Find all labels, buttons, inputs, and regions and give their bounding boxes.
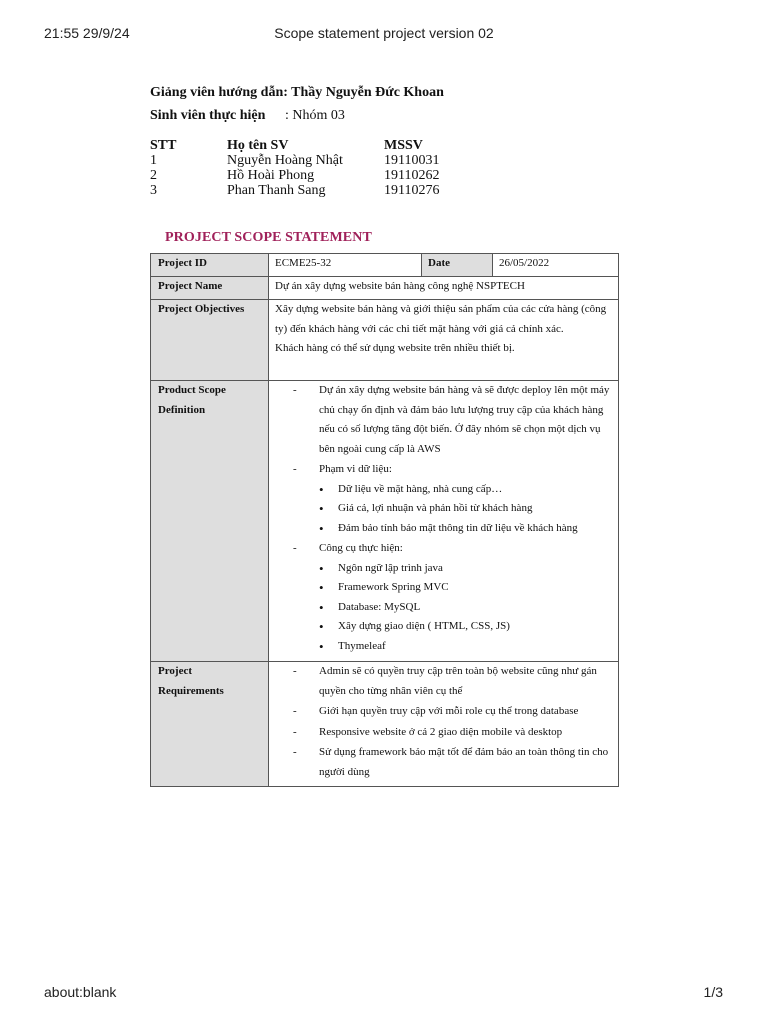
scope-title: PROJECT SCOPE STATEMENT (165, 230, 372, 245)
scope-item (293, 460, 612, 538)
tool-subitem: • Thymeleaf (319, 637, 612, 657)
student-table-header (150, 138, 439, 153)
objectives-value (269, 300, 619, 381)
student-id: 19110262 (384, 168, 440, 183)
requirement-item: - Responsive website ở cả 2 giao diện mobile và desktop (293, 723, 612, 743)
student-name: Hồ Hoài Phong (227, 168, 315, 183)
product-scope-label (151, 381, 269, 662)
tools-sublist (319, 559, 612, 657)
tool-subitem: • Database: MySQL (319, 598, 612, 618)
date-value: 26/05/2022 (493, 254, 619, 277)
date-label: Date (422, 254, 493, 277)
lecturer-line: Giảng viên hướng dẫn: Thầy Nguyễn Đức Khoan (150, 85, 444, 100)
row-requirements (151, 662, 619, 787)
scope-table (150, 253, 619, 787)
student-name: Phan Thanh Sang (227, 183, 326, 198)
student-table (150, 138, 439, 198)
product-scope-value (269, 381, 619, 662)
col-name: Họ tên SV (227, 138, 289, 153)
product-scope-label-line: Product Scope (158, 384, 226, 396)
requirement-item: - Sử dụng framework bảo mật tốt để đảm bảo an toàn thông tin cho người dùng (293, 743, 612, 782)
project-name-value: Dự án xây dựng website bán hàng công nghệ NSPTECH (269, 277, 619, 300)
tool-subitem: • Framework Spring MVC (319, 578, 612, 598)
executor-label: Sinh viên thực hiện (150, 108, 266, 123)
student-stt: 2 (150, 168, 157, 183)
executor-line (150, 108, 345, 124)
product-scope-label-line: Definition (158, 403, 206, 416)
scope-item-text: - Phạm vi dữ liệu: (319, 463, 392, 475)
student-row (150, 153, 439, 168)
student-id: 19110276 (384, 183, 440, 198)
student-name: Nguyễn Hoàng Nhật (227, 153, 343, 168)
executor-value: : Nhóm 03 (285, 108, 345, 123)
requirements-value (269, 662, 619, 787)
tool-subitem: • Ngôn ngữ lập trình java (319, 559, 612, 579)
student-row (150, 168, 439, 183)
objective-line: Xây dựng website bán hàng và giới thiệu sản phẩm của các cửa hàng (công ty) đến khách hàng với các chi tiết mặt hàng với giá cả chính xác. (275, 303, 607, 335)
row-project-id (151, 254, 619, 277)
data-sublist (319, 480, 612, 539)
data-subitem: • Dữ liệu về mặt hàng, nhà cung cấp… (319, 480, 612, 500)
student-stt: 3 (150, 183, 157, 198)
requirement-item: - Admin sẽ có quyền truy cập trên toàn bộ website cũng như gán quyền cho từng nhân viên cụ thể (293, 662, 612, 701)
requirements-label (151, 662, 269, 787)
requirements-label-line: Requirements (158, 684, 224, 697)
scope-item-text: - Dự án xây dựng website bán hàng và sẽ được deploy lên một máy chủ chạy ổn định và đảm bảo lưu lượng truy cập của khách hàng nếu có số lượng tăng đột biến. Ở đây nhóm sẽ chọn một dịch vụ bên ngoài cung cấp là AWS (319, 384, 610, 455)
scope-list (275, 381, 612, 656)
student-stt: 1 (150, 153, 157, 168)
requirements-list (275, 662, 612, 782)
objectives-label: Project Objectives (151, 300, 269, 381)
scope-item (293, 539, 612, 656)
project-id-label: Project ID (151, 254, 269, 277)
objective-line: Khách hàng có thể sử dụng website trên nhiều thiết bị. (275, 342, 515, 354)
col-stt: STT (150, 138, 177, 153)
data-subitem: • Giá cả, lợi nhuận và phản hồi từ khách hàng (319, 499, 612, 519)
scope-item-text: - Công cụ thực hiện: (319, 542, 403, 554)
print-timestamp: 21:55 29/9/24 (44, 25, 130, 41)
project-name-label: Project Name (151, 277, 269, 300)
requirement-item: - Giới hạn quyền truy cập với mỗi role cụ thể trong database (293, 702, 612, 722)
scope-item (293, 381, 612, 459)
row-product-scope (151, 381, 619, 662)
requirements-label-line: Project (158, 665, 192, 677)
student-id: 19110031 (384, 153, 440, 168)
tool-subitem: • Xây dựng giao diện ( HTML, CSS, JS) (319, 617, 612, 637)
page-number: 1/3 (703, 984, 723, 1000)
project-id-value: ECME25-32 (269, 254, 422, 277)
row-objectives (151, 300, 619, 381)
document-title: Scope statement project version 02 (274, 25, 494, 41)
data-subitem: • Đảm bảo tính bảo mật thông tin dữ liệu về khách hàng (319, 519, 612, 539)
footer-url: about:blank (44, 984, 117, 1000)
row-project-name (151, 277, 619, 300)
col-mssv: MSSV (384, 138, 423, 153)
student-row (150, 183, 439, 198)
